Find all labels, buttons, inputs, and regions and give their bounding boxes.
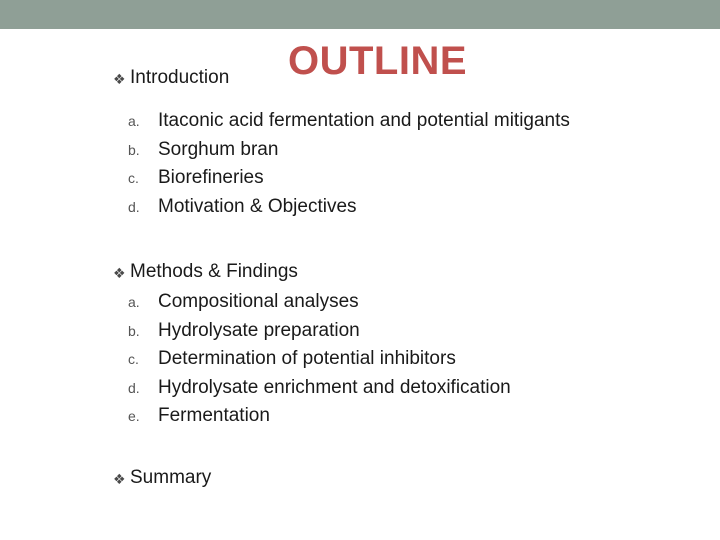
list-marker: d. xyxy=(128,199,140,215)
list-item xyxy=(128,319,360,343)
diamond-bullet-icon: ❖ xyxy=(113,265,126,281)
list-marker: d. xyxy=(128,380,140,396)
list-marker: e. xyxy=(128,408,140,424)
list-item xyxy=(128,195,357,219)
list-marker: c. xyxy=(128,170,139,186)
section-heading-introduction xyxy=(113,66,229,90)
slide-title: OUTLINE xyxy=(288,39,468,83)
top-accent-bar xyxy=(0,0,720,29)
list-marker: b. xyxy=(128,323,140,339)
list-item xyxy=(128,347,456,371)
list-marker: a. xyxy=(128,294,140,310)
list-item xyxy=(128,404,270,428)
list-item-text: Hydrolysate preparation xyxy=(158,320,360,341)
section-heading-label: Introduction xyxy=(130,67,230,88)
list-item xyxy=(128,290,359,314)
list-item-text: Fermentation xyxy=(158,405,270,426)
list-item-text: Compositional analyses xyxy=(158,291,359,312)
diamond-bullet-icon: ❖ xyxy=(113,71,126,87)
section-heading-label: Summary xyxy=(130,467,212,488)
section-heading-label: Methods & Findings xyxy=(130,261,298,282)
list-marker: b. xyxy=(128,142,140,158)
list-item xyxy=(128,109,570,133)
list-item-text: Motivation & Objectives xyxy=(158,196,357,217)
section-heading-methods-findings xyxy=(113,260,298,284)
section-heading-summary xyxy=(113,466,211,490)
list-item-text: Itaconic acid fermentation and potential mitigants xyxy=(158,110,570,131)
list-item-text: Hydrolysate enrichment and detoxification xyxy=(158,377,511,398)
list-marker: c. xyxy=(128,351,139,367)
list-item-text: Biorefineries xyxy=(158,167,264,188)
list-item xyxy=(128,138,278,162)
list-item xyxy=(128,376,511,400)
list-item-text: Determination of potential inhibitors xyxy=(158,348,456,369)
list-item xyxy=(128,166,264,190)
list-item-text: Sorghum bran xyxy=(158,139,279,160)
diamond-bullet-icon: ❖ xyxy=(113,471,126,487)
list-marker: a. xyxy=(128,113,140,129)
